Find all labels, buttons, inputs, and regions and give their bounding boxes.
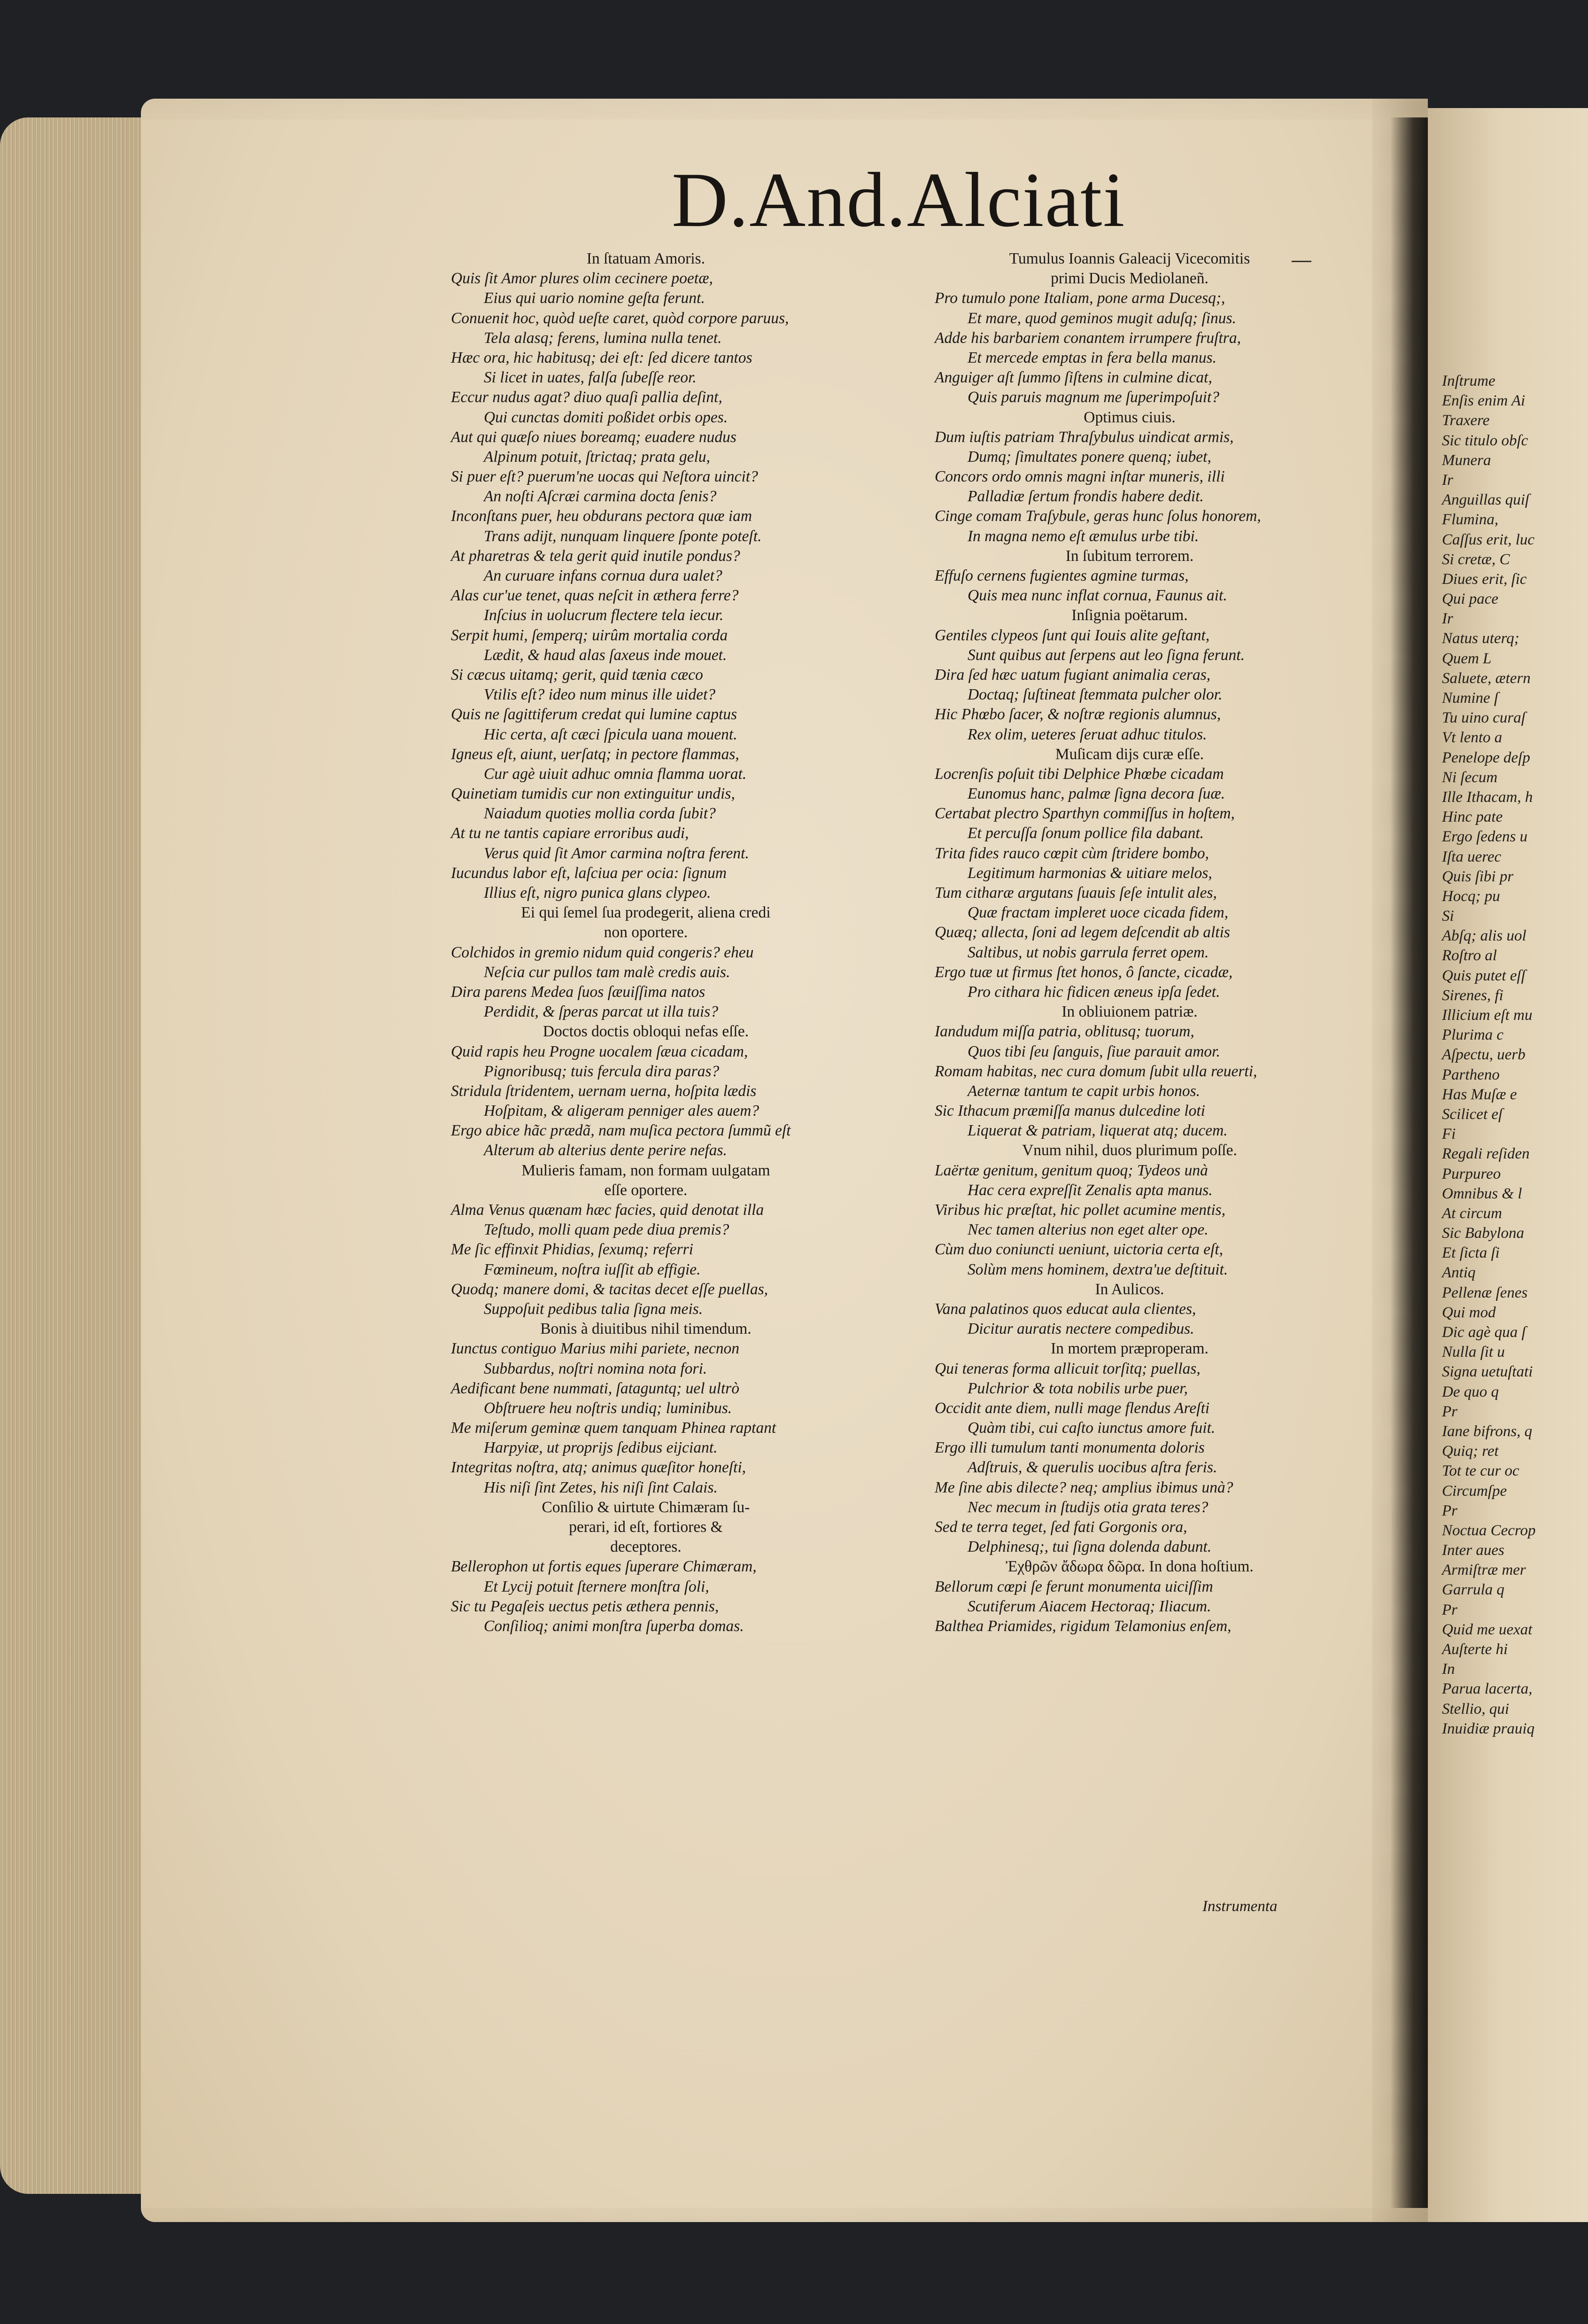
facing-page-line: Stellio, qui: [1442, 1700, 1509, 1718]
verse-line: Sunt quibus aut ſerpens aut leo ſigna ferunt.: [968, 646, 1245, 664]
verse-line: Bellerophon ut fortis eques ſuperare Chimæram,: [451, 1558, 757, 1576]
verse-line: Eccur nudus agat? diuo quaſi pallia deſint,: [451, 389, 722, 406]
verse-line: Qui cunctas domiti poßidet orbis opes.: [484, 408, 728, 426]
verse-line: Quos tibi ſeu ſanguis, ſiue parauit amor.: [968, 1042, 1220, 1060]
facing-page-line: De quo q: [1442, 1383, 1499, 1400]
facing-page-line: Enſis enim Ai: [1442, 392, 1526, 410]
verse-line: Pro tumulo pone Italiam, pone arma Ducesq;,: [935, 289, 1225, 307]
facing-page: [1428, 108, 1588, 2222]
facing-page-line: Armiſtræ mer: [1442, 1562, 1526, 1579]
facing-page-line: Ergo ſedens u: [1442, 828, 1528, 846]
verse-line: Cinge comam Traſybule, geras hunc ſolus honorem,: [935, 507, 1261, 525]
facing-page-text: [1442, 371, 1588, 1739]
facing-page-line: Fi: [1442, 1126, 1456, 1143]
verse-line: Vana palatinos quos educat aula clientes,: [935, 1300, 1196, 1318]
emblem-heading: In mortem præproperam.: [1051, 1340, 1208, 1358]
facing-page-line: Partheno: [1442, 1066, 1500, 1083]
verse-line: Hic certa, aſt cæci ſpicula uana mouent.: [484, 725, 737, 743]
verse-line: Trans adijt, nunquam linquere ſponte poteſt.: [484, 527, 762, 545]
left-text-column: [451, 249, 841, 1636]
verse-line: Neſcia cur pullos tam malè credis auis.: [484, 963, 730, 981]
verse-line: Sic tu Pegaſeis uectus petis æthera pennis,: [451, 1597, 719, 1615]
verse-line: At tu ne tantis capiare erroribus audi,: [451, 824, 689, 842]
facing-page-line: Dic agè qua ſ: [1442, 1324, 1526, 1341]
verse-line: Ergo illi tumulum tanti monumenta doloris: [935, 1439, 1205, 1457]
verse-line: Fœmineum, noſtra iuſſit ab effigie.: [484, 1260, 701, 1278]
emblem-heading: In ſubitum terrorem.: [1065, 547, 1194, 565]
verse-line: Palladiæ ſertum frondis habere dedit.: [968, 488, 1204, 505]
facing-page-line: Si: [1442, 908, 1454, 925]
verse-line: Harpyiæ, ut proprijs ſedibus eijciant.: [484, 1439, 718, 1457]
verse-line: Aeternæ tantum te capit urbis honos.: [968, 1082, 1201, 1100]
verse-line: Eius qui uario nomine geſta ferunt.: [484, 289, 705, 307]
verse-line: Me ſic effinxit Phidias, ſexumq; referri: [451, 1241, 694, 1259]
verse-line: Alpinum potuit, ſtrictaq; prata gelu,: [484, 448, 711, 466]
verse-line: Et Lycij potuit ſternere monſtra ſoli,: [484, 1578, 709, 1595]
verse-line: At pharetras & tela gerit quid inutile pondus?: [451, 547, 740, 565]
facing-page-line: Quis ſibi pr: [1442, 868, 1514, 885]
facing-page-line: Munera: [1442, 451, 1491, 469]
facing-page-line: Caſſus erit, luc: [1442, 531, 1535, 548]
verse-line: Effuſo cernens fugientes agmine turmas,: [935, 567, 1189, 584]
facing-page-line: Sic titulo obſc: [1442, 432, 1528, 449]
verse-line: Perdidit, & ſperas parcat ut illa tuis?: [484, 1003, 719, 1021]
verse-line: Et percuſſa ſonum pollice fila dabant.: [968, 824, 1204, 842]
verse-line: Liquerat & patriam, liquerat atq; ducem.: [968, 1122, 1228, 1140]
verse-line: Teſtudo, molli quam pede diua premis?: [484, 1221, 729, 1239]
facing-page-line: Quid me uexat: [1442, 1621, 1533, 1638]
verse-line: Eunomus hanc, palmæ ſigna decora ſuæ.: [968, 785, 1225, 803]
verse-line: Solùm mens hominem, dextra'ue deſtituit.: [968, 1260, 1228, 1278]
verse-line: Hæc ora, hic habitusq; dei eſt: ſed dicere tantos: [451, 349, 752, 366]
verse-line: Quinetiam tumidis cur non extinguitur undis,: [451, 785, 735, 803]
verse-line: Nec mecum in ſtudijs otia grata teres?: [968, 1498, 1208, 1516]
verse-line: Subbardus, noſtri nomina nota fori.: [484, 1360, 707, 1377]
facing-page-line: Regali reſiden: [1442, 1145, 1530, 1163]
verse-line: Alma Venus quænam hæc facies, quid denotat illa: [451, 1201, 764, 1219]
verse-line: Alas cur'ue tenet, quas neſcit in æthera ferre?: [451, 587, 739, 605]
facing-page-line: Parua lacerta,: [1442, 1680, 1533, 1698]
emblem-heading: In obliuionem patriæ.: [1061, 1003, 1198, 1021]
verse-line: Legitimum harmonias & uitiare melos,: [968, 864, 1212, 882]
verse-line: Aedificant bene nummati, ſataguntq; uel ultrò: [451, 1379, 740, 1397]
facing-page-line: Sic Babylona: [1442, 1225, 1525, 1242]
facing-page-line: Scilicet eſ: [1442, 1105, 1503, 1123]
facing-page-line: Ir: [1442, 610, 1453, 628]
verse-line: Cur agè uiuit adhuc omnia flamma uorat.: [484, 765, 747, 783]
facing-page-line: Inuidiæ prauiq: [1442, 1720, 1535, 1737]
verse-line: Tela alasq; ferens, lumina nulla tenet.: [484, 329, 722, 347]
facing-page-line: Qui pace: [1442, 591, 1499, 608]
verse-line: Delphinesq;, tui ſigna dolenda dabunt.: [968, 1538, 1212, 1556]
facing-page-line: Tot te cur oc: [1442, 1462, 1519, 1480]
facing-page-line: Antiq: [1442, 1264, 1476, 1282]
catchword: Instrumenta: [1202, 1898, 1278, 1915]
verse-line: Dumq; ſimultates ponere quenq; iubet,: [968, 448, 1211, 466]
verse-line: In magna nemo eſt æmulus urbe tibi.: [968, 527, 1199, 545]
facing-page-line: Iane bifrons, q: [1442, 1422, 1533, 1440]
facing-page-line: Has Muſæ e: [1442, 1086, 1517, 1103]
facing-page-line: Nulla ſit u: [1442, 1344, 1505, 1361]
verse-line: Iunctus contiguo Marius mihi pariete, necnon: [451, 1340, 740, 1358]
facing-page-line: Ni ſecum: [1442, 769, 1498, 786]
verse-line: Inſcius in uolucrum flectere tela iecur.: [484, 606, 724, 624]
facing-page-line: Pellenæ ſenes: [1442, 1284, 1528, 1301]
verse-line: Me ſine abis dilecte? neq; amplius ibimus unà?: [935, 1478, 1233, 1496]
verse-line: An noſti Aſcræi carmina docta ſenis?: [484, 488, 717, 505]
emblem-heading: non oportere.: [604, 924, 688, 941]
facing-page-line: Illicium eſt mu: [1442, 1007, 1533, 1024]
verse-line: Illius eſt, nigro punica glans clypeo.: [484, 884, 711, 902]
verse-line: Si licet in uates, falſa ſubeſſe reor.: [484, 369, 697, 387]
facing-page-line: Pr: [1442, 1601, 1457, 1618]
book-gutter: [1390, 117, 1433, 2208]
emblem-heading: primi Ducis Mediolaneñ.: [1051, 270, 1208, 288]
facing-page-line: Tu uino curaſ: [1442, 709, 1526, 727]
verse-line: Qui teneras forma allicuit torſitq; puellas,: [935, 1360, 1201, 1377]
verse-line: Iucundus labor eſt, laſciua per ocia: ſignum: [451, 864, 727, 882]
emblem-heading: Ei qui ſemel ſua prodegerit, aliena credi: [521, 904, 771, 922]
facing-page-line: Aſpectu, uerb: [1442, 1046, 1526, 1064]
verse-line: Quis mea nunc inflat cornua, Faunus ait.: [968, 587, 1227, 605]
emblem-heading: Vnum nihil, duos plurimum poſſe.: [1022, 1142, 1237, 1159]
facing-page-line: Qui mod: [1442, 1304, 1496, 1321]
verse-line: Sed te terra teget, ſed fati Gorgonis ora,: [935, 1518, 1187, 1536]
verse-line: Rex olim, ueteres ſeruat adhuc titulos.: [968, 725, 1207, 743]
emblem-heading: In ſtatuam Amoris.: [586, 250, 705, 267]
facing-page-line: Sirenes, fi: [1442, 987, 1503, 1004]
facing-page-line: Inſtrume: [1442, 373, 1495, 389]
facing-page-line: Vt lento a: [1442, 729, 1503, 746]
verse-line: Laërtæ genitum, genitum quoq; Tydeos unà: [935, 1161, 1208, 1179]
verse-line: Scutiferum Aiacem Hectoraq; Iliacum.: [968, 1597, 1211, 1615]
facing-page-line: Traxere: [1442, 412, 1490, 429]
emblem-heading: Inſignia poëtarum.: [1071, 606, 1188, 624]
verse-line: Hac cera expreſſit Zenalis apta manus.: [968, 1181, 1213, 1199]
right-text-column: [935, 249, 1325, 1636]
verse-line: Quis ſit Amor plures olim cecinere poetæ,: [451, 270, 713, 288]
verse-line: Occidit ante diem, nulli mage flendus Areſti: [935, 1399, 1210, 1417]
verse-line: Quid rapis heu Progne uocalem ſæua cicadam,: [451, 1042, 748, 1060]
verse-line: Vtilis eſt? ideo num minus ille uidet?: [484, 686, 716, 704]
book-fore-edge: [0, 117, 155, 2194]
verse-line: Gentiles clypeos ſunt qui Iouis alite geſtant,: [935, 626, 1210, 644]
facing-page-line: Purpureo: [1442, 1165, 1501, 1182]
verse-line: Stridula ſtridentem, uernam uerna, hoſpita lædis: [451, 1082, 757, 1100]
running-head: D.And.Alciati: [672, 156, 1126, 243]
facing-page-line: In: [1442, 1661, 1455, 1678]
verse-line: Pro cithara hic fidicen æneus ipſa ſedet.: [968, 983, 1220, 1001]
facing-page-line: Saluete, ætern: [1442, 669, 1531, 687]
emblem-heading: deceptores.: [610, 1538, 682, 1556]
verse-line: Saltibus, ut nobis garrula ferret opem.: [968, 943, 1209, 961]
emblem-heading: eſſe oportere.: [604, 1181, 688, 1199]
verse-line: Viribus hic præſtat, hic pollet acumine mentis,: [935, 1201, 1226, 1219]
facing-page-line: Noctua Cecrop: [1442, 1522, 1536, 1539]
facing-page-line: Anguillas quiſ: [1442, 491, 1530, 509]
verse-line: Locrenſis poſuit tibi Delphice Phœbe cicadam: [935, 765, 1224, 783]
verse-line: Si cæcus uitamq; gerit, quid tænia cæco: [451, 666, 703, 684]
facing-page-line: Pr: [1442, 1502, 1457, 1519]
facing-page-line: At circum: [1442, 1205, 1502, 1222]
verse-line: His niſi ſint Zetes, his niſi ſint Calais.: [484, 1478, 718, 1496]
verse-line: Et mercede emptas in fera bella manus.: [968, 349, 1216, 366]
facing-page-line: Omnibus & l: [1442, 1185, 1522, 1202]
verse-line: Verus quid ſit Amor carmina noſtra ferent.: [484, 844, 749, 862]
verse-line: Quodq; manere domi, & tacitas decet eſſe puellas,: [451, 1280, 768, 1298]
verse-line: Integritas noſtra, atq; animus quæſitor honeſti,: [451, 1459, 746, 1477]
verse-line: Serpit humi, ſemperq; uirûm mortalia corda: [451, 626, 728, 644]
verse-line: Igneus eſt, aiunt, uerſatq; in pectore flammas,: [451, 745, 739, 763]
emblem-heading: Tumulus Ioannis Galeacij Vicecomitis: [1009, 250, 1250, 267]
verse-line: Ergo tuæ ut firmus ſtet honos, ô ſancte, cicadæ,: [935, 963, 1233, 981]
verse-line: Dira parens Medea ſuos ſæuiſſima natos: [451, 983, 705, 1001]
facing-page-line: Hinc pate: [1442, 808, 1503, 826]
facing-page-line: Quis putet eſſ: [1442, 967, 1526, 984]
facing-page-line: Numine ſ: [1442, 690, 1499, 707]
facing-page-line: Si cretæ, C: [1442, 551, 1510, 568]
emblem-heading: Bonis à diuitibus nihil timendum.: [540, 1320, 751, 1338]
verse-line: Alterum ab alterius dente perire nefas.: [484, 1142, 727, 1159]
facing-page-line: Inter aues: [1442, 1542, 1504, 1559]
facing-page-line: Ille Ithacam, h: [1442, 788, 1533, 806]
facing-page-line: Et ſicta ſi: [1442, 1244, 1500, 1262]
verse-line: Romam habitas, nec cura domum ſubit ulla reuerti,: [935, 1062, 1257, 1080]
verse-line: Anguiger aſt ſummo ſiſtens in culmine dicat,: [935, 369, 1212, 387]
verse-line: Certabat plectro Sparthyn commiſſus in hoſtem,: [935, 805, 1235, 823]
verse-line: Et mare, quod geminos mugit aduſq; ſinus.: [968, 309, 1236, 327]
verse-line: Lædit, & haud alas ſaxeus inde mouet.: [484, 646, 727, 664]
verse-line: Trita fides rauco cœpit cùm ſtridere bombo,: [935, 844, 1209, 862]
facing-page-line: Hocq; pu: [1442, 887, 1500, 905]
facing-page-line: Penelope deſp: [1442, 749, 1530, 766]
verse-line: Quàm tibi, cui caſto iunctus amore fuit.: [968, 1419, 1216, 1437]
emblem-heading: Ἐχθρῶν ἄδωρα δῶρα. In dona hoſtium.: [1006, 1558, 1254, 1576]
verse-line: Colchidos in gremio nidum quid congeris? eheu: [451, 943, 754, 961]
facing-page-line: Natus uterq;: [1442, 630, 1519, 647]
emblem-heading: In Aulicos.: [1095, 1280, 1164, 1298]
emblem-heading: Muſicam dijs curæ eſſe.: [1055, 745, 1204, 763]
verse-line: Quis ne ſagittiferum credat qui lumine captus: [451, 706, 737, 723]
verse-line: Dicitur auratis nectere compedibus.: [968, 1320, 1194, 1338]
verse-line: Tum citharæ argutans ſuauis ſeſe intulit ales,: [935, 884, 1217, 902]
verse-line: Hic Phœbo ſacer, & noſtræ regionis alumnus,: [935, 706, 1221, 723]
emblem-heading: Doctos doctis obloqui nefas eſſe.: [542, 1023, 749, 1041]
verse-line: Concors ordo omnis magni inſtar muneris, illi: [935, 468, 1225, 486]
facing-page-line: Quiq; ret: [1442, 1443, 1499, 1460]
verse-line: Obſtruere heu noſtris undiq; luminibus.: [484, 1399, 732, 1417]
verse-line: An curuare infans cornua dura ualet?: [484, 567, 722, 584]
verse-line: Naiadum quoties mollia corda ſubit?: [484, 805, 716, 823]
verse-line: Balthea Priamides, rigidum Telamonius enſem,: [935, 1617, 1232, 1635]
facing-page-line: Quem L: [1442, 650, 1492, 667]
verse-line: Aut qui quæſo niues boreamq; euadere nudus: [451, 428, 736, 446]
verse-line: Conſilioq; animi monſtra ſuperba domas.: [484, 1617, 744, 1635]
facing-page-line: Pr: [1442, 1403, 1457, 1420]
verse-line: Doctaq; ſuſtineat ſtemmata pulcher olor.: [968, 686, 1223, 704]
verse-line: Hoſpitam, & aligeram penniger ales auem?: [484, 1102, 759, 1120]
verse-line: Ergo abice hãc prædã, nam muſica pectora ſummũ eſt: [451, 1122, 791, 1140]
verse-line: Bellorum cœpi ſe ferunt monumenta uiciſſim: [935, 1578, 1213, 1595]
facing-page-line: Ir: [1442, 471, 1453, 489]
verse-line: Pignoribusq; tuis fercula dira paras?: [484, 1062, 720, 1080]
verse-line: Cùm duo coniuncti ueniunt, uictoria certa eſt,: [935, 1241, 1224, 1259]
verse-line: Sic Ithacum præmiſſa manus dulcedine loti: [935, 1102, 1205, 1120]
facing-page-line: Garrula q: [1442, 1581, 1504, 1599]
verse-line: Adſtruis, & querulis uocibus aſtra feris.: [968, 1459, 1217, 1477]
verse-line: Quæq; allecta, ſoni ad legem deſcendit ab altis: [935, 924, 1230, 941]
facing-page-line: Diues erit, ſic: [1442, 570, 1527, 588]
emblem-heading: perari, id eſt, fortiores &: [569, 1518, 723, 1536]
verse-line: Quæ fractam impleret uoce cicada fidem,: [968, 904, 1229, 922]
facing-page-line: Circumſpe: [1442, 1482, 1507, 1500]
facing-page-line: Plurima c: [1442, 1026, 1504, 1044]
verse-line: Suppoſuit pedibus talia ſigna meis.: [484, 1300, 703, 1318]
verse-line: Adde his barbariem conantem irrumpere fruſtra,: [935, 329, 1241, 347]
emblem-heading: Mulieris famam, non formam uulgatam: [521, 1161, 770, 1179]
facing-page-line: Iſta uerec: [1442, 848, 1502, 865]
facing-page-line: Roſtro al: [1442, 947, 1497, 964]
verse-line: Pulchrior & tota nobilis urbe puer,: [968, 1379, 1188, 1397]
facing-page-line: Signa uetuſtati: [1442, 1363, 1533, 1381]
verse-line: Inconſtans puer, heu obdurans pectora quæ iam: [451, 507, 752, 525]
verse-line: Nec tamen alterius non eget alter ope.: [968, 1221, 1208, 1239]
verse-line: Me miſerum geminæ quem tanquam Phinea raptant: [451, 1419, 776, 1437]
emblem-heading: Conſilio & uirtute Chimæram ſu-: [542, 1498, 750, 1516]
verse-line: Iandudum miſſa patria, oblitusq; tuorum,: [935, 1023, 1194, 1041]
verse-line: Si puer eſt? puerum'ne uocas qui Neſtora uincit?: [451, 468, 758, 486]
emblem-heading: Optimus ciuis.: [1084, 408, 1176, 426]
verse-line: Dum iuſtis patriam Thraſybulus uindicat armis,: [935, 428, 1234, 446]
facing-page-line: Abſq; alis uol: [1442, 927, 1526, 945]
verse-line: Quis paruis magnum me ſuperimpoſuit?: [968, 389, 1219, 406]
verse-line: Dira ſed hæc uatum fugiant animalia ceras,: [935, 666, 1211, 684]
verse-line: Conuenit hoc, quòd ueſte caret, quòd corpore paruus,: [451, 309, 789, 327]
facing-page-line: Auſterte hi: [1442, 1641, 1508, 1658]
facing-page-line: Flumina,: [1442, 511, 1499, 529]
